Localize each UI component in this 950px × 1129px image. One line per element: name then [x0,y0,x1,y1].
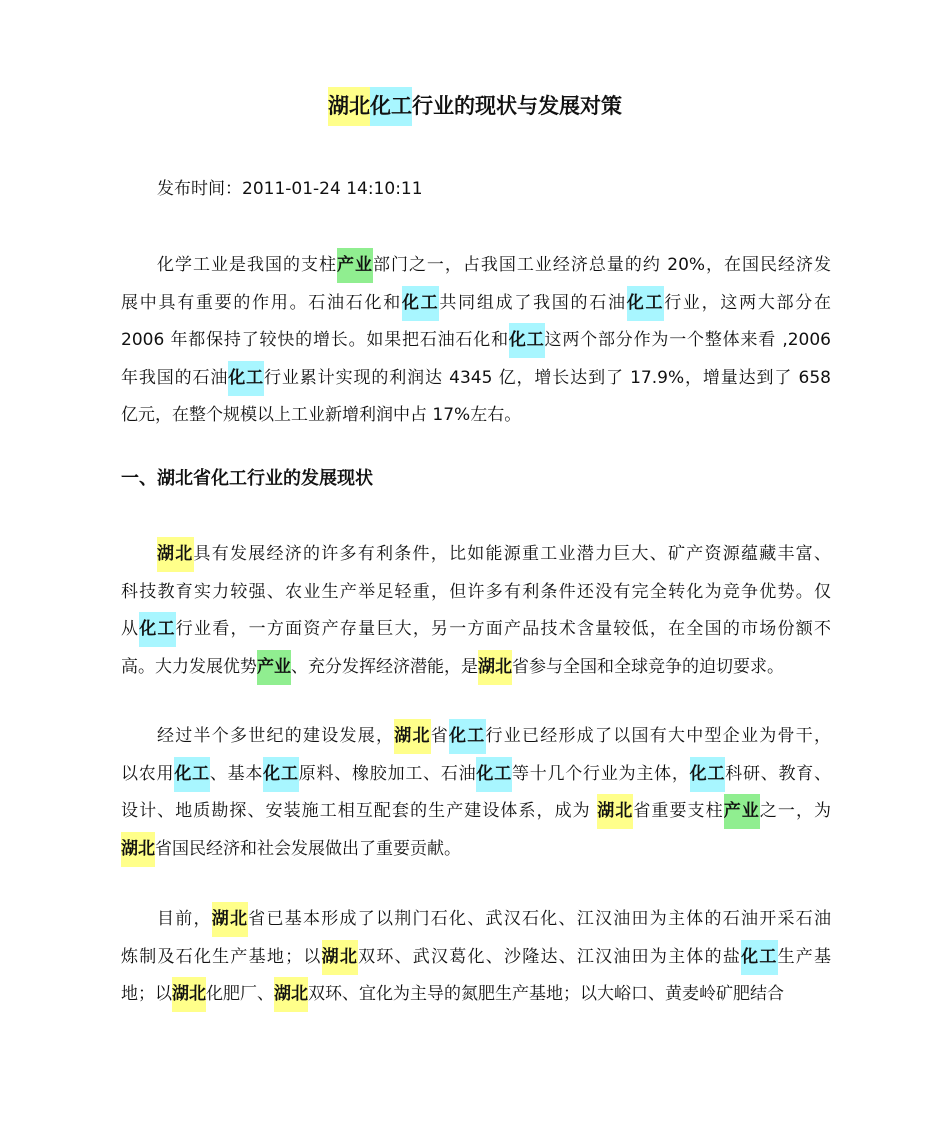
text-run: 原料、橡胶加工、石油 [298,763,477,784]
highlighted-term: 湖北 [322,940,358,975]
paragraph-line [121,285,831,323]
text-run: 具有发展经济的许多有利条件，比如能源重工业潜力巨大、矿产资源蕴藏丰富、 [193,544,831,564]
highlighted-term: 化工 [509,323,545,358]
highlighted-term: 湖北 [212,902,249,937]
text-run: 展中具有重要的作用。石油石化和 [121,292,402,313]
paragraph-line [121,649,831,687]
paragraph-line [121,574,831,612]
text-run: 省国民经济和社会发展做出了重要贡献。 [155,838,461,859]
text-run: 经过半个多世纪的建设发展， [157,726,395,746]
highlighted-term: 化工 [449,719,486,754]
text-run: 部门之一，占我国工业经济总量的约 20%，在国民经济发 [372,255,831,275]
highlighted-term: 化工 [139,612,175,647]
text-run: 双环、宜化为主导的氮肥生产基地；以大峪口、黄麦岭矿肥结合 [308,984,784,1004]
text-run: 双环、武汉葛化、沙隆达、江汉油田为主体的盐 [358,946,742,967]
publish-date: 发布时间：2011-01-24 14:10:11 [157,179,423,199]
highlighted-term: 化工 [370,87,412,126]
text-run: 设计、地质勘探、安装施工相互配套的生产建设体系，成为 [121,801,598,821]
highlighted-term: 化工 [627,286,664,321]
text-run: 以农用 [121,763,175,784]
text-run: 省参与全国和全球竞争的迫切要求。 [512,656,784,677]
paragraph-line [121,793,831,831]
text-run: 行业看，一方面资产存量巨大，另一方面产品技术含量较低，在全国的市场份额不 [175,619,831,639]
highlighted-term: 化工 [228,361,264,396]
highlighted-term: 湖北 [157,537,194,572]
paragraph-line [121,397,831,435]
text-run: 目前， [157,909,212,929]
paragraph-line [121,536,831,574]
text-run: 亿元，在整个规模以上工业新增利润中占 17%左右。 [121,405,522,425]
paragraph-line [121,756,831,794]
text-run: 、基本 [209,763,264,784]
text-run: 从 [121,619,140,639]
paragraph-line [121,831,831,869]
paragraph-line [121,901,831,939]
paragraph-development [121,718,831,868]
paragraph-line [121,611,831,649]
text-run: 这两个部分作为一个整体来看 ,2006 [544,330,831,350]
highlighted-term: 化工 [263,757,299,792]
paragraph-bases [121,901,831,1014]
highlighted-term: 产业 [337,248,373,283]
highlighted-term: 湖北 [394,719,431,754]
document-title [0,88,950,124]
text-run: 之一，为 [759,801,831,821]
text-run: 共同组成了我国的石油 [439,292,627,313]
highlighted-term: 化工 [476,757,512,792]
text-run: 省 [430,726,449,746]
text-run: 省重要支柱 [633,801,724,821]
text-run: 炼制及石化生产基地；以 [121,946,322,967]
paragraph-line [121,939,831,977]
text-run: 科研、教育、 [725,763,831,784]
text-run: 行业累计实现的利润达 4345 亿，增长达到了 17.9%，增量达到了 658 [264,367,831,388]
text-run: 化学工业是我国的支柱 [157,255,337,275]
text-run: 行业的现状与发展对策 [412,94,622,118]
text-run: 行业已经形成了以国有大中型企业为骨干， [485,726,831,746]
text-run: 生产基 [777,946,831,967]
highlighted-term: 湖北 [172,977,206,1012]
paragraph-line [121,360,831,398]
text-run: 、充分发挥经济潜能，是 [291,656,478,677]
paragraph-line [121,322,831,360]
highlighted-term: 产业 [257,650,291,685]
highlighted-term: 湖北 [597,794,633,829]
highlighted-term: 湖北 [328,87,370,126]
highlighted-term: 产业 [724,794,760,829]
highlighted-term: 化工 [690,757,726,792]
text-run: 地；以 [121,984,172,1004]
highlighted-term: 湖北 [478,650,512,685]
paragraph-intro [121,247,831,435]
text-run: 科技教育实力较强、农业生产举足轻重，但许多有利条件还没有完全转化为竞争优势。仅 [121,581,831,602]
text-run: 等十几个行业为主体， [511,763,690,784]
highlighted-term: 化工 [402,286,439,321]
paragraph-conditions [121,536,831,686]
text-run: 行业，这两大部分在 [664,292,831,313]
text-run: 省已基本形成了以荆门石化、武汉石化、江汉油田为主体的石油开采石油 [248,909,831,929]
text-run: 化肥厂、 [206,984,274,1004]
text-run: 2006 年都保持了较快的增长。如果把石油石化和 [121,330,509,350]
highlighted-term: 湖北 [121,832,155,867]
highlighted-term: 化工 [174,757,210,792]
highlighted-term: 湖北 [274,977,308,1012]
highlighted-term: 化工 [741,940,777,975]
section-heading: 一、湖北省化工行业的发展现状 [121,468,373,489]
text-run: 高。大力发展优势 [121,656,257,677]
paragraph-line [121,718,831,756]
paragraph-line [121,247,831,285]
text-run: 年我国的石油 [121,367,229,388]
paragraph-line [121,976,831,1014]
